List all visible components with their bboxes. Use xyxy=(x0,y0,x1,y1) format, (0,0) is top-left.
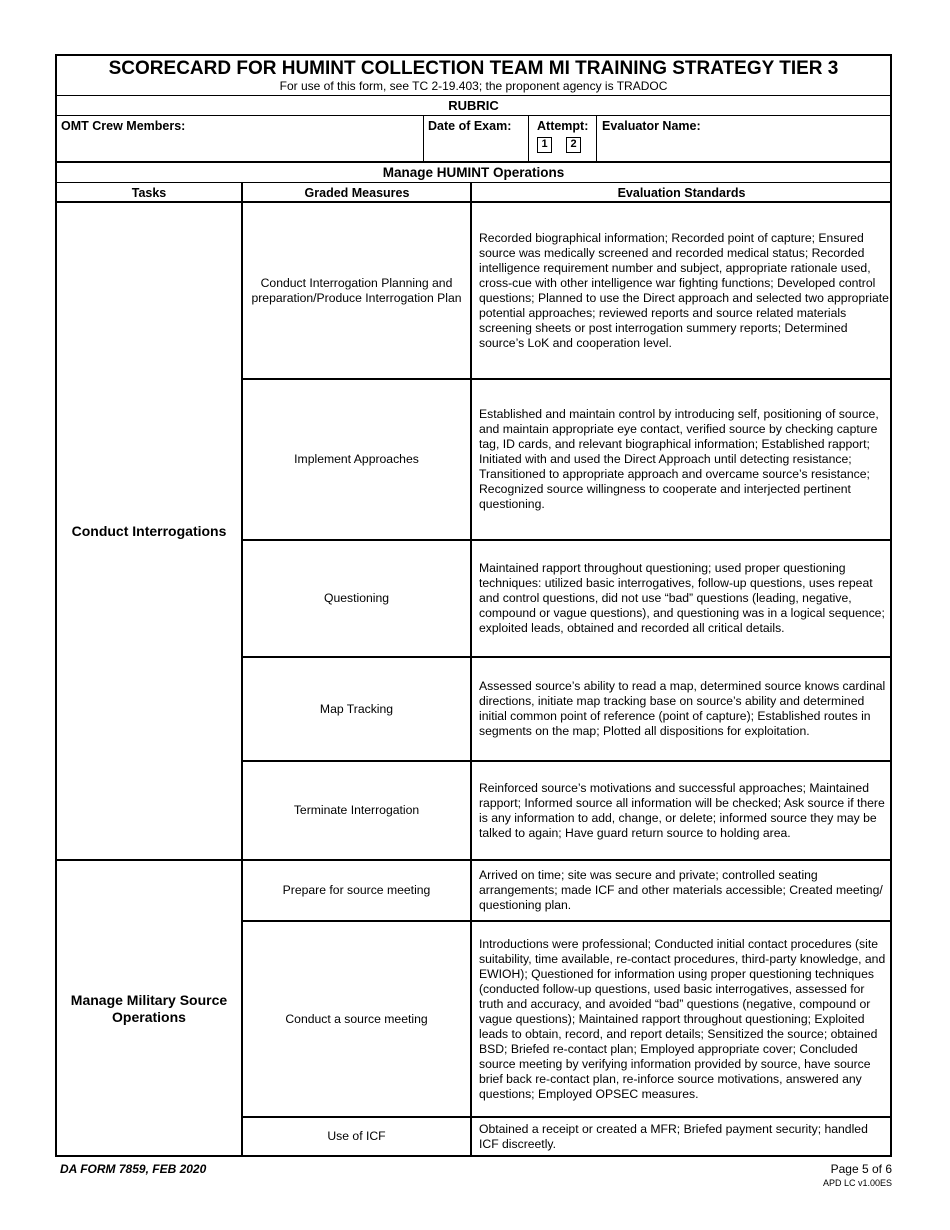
divider xyxy=(596,115,597,161)
column-divider xyxy=(470,183,472,1157)
date-of-exam-label: Date of Exam: xyxy=(428,119,512,133)
attempt-1-checkbox[interactable]: 1 xyxy=(537,137,552,153)
attempt-2-checkbox[interactable]: 2 xyxy=(566,137,581,153)
divider xyxy=(528,115,529,161)
form-subtitle: For use of this form, see TC 2-19.403; the proponent agency is TRADOC xyxy=(279,79,668,93)
page-number: Page 5 of 6 xyxy=(830,1162,892,1176)
rubric-heading: RUBRIC xyxy=(448,98,499,113)
divider xyxy=(57,95,890,96)
divider xyxy=(57,115,890,116)
standard-map-tracking: Assessed source’s ability to read a map, determined source knows cardinal directions, initiate map tracking base on source’s ability and determined initial common point of reference (point of capture); Established routes in segments on the map; Plotted all dispositions for exploitation. xyxy=(479,679,886,738)
standard-interrogation-planning: Recorded biographical information; Recorded point of capture; Ensured source was medically screened and recorded medical status; Recorded intelligence requirement number and subject, appropriate rationale used, cross-cue with other intelligence war fighting functions; Developed control questions; Planned to use the Direct approach and selected two appropriate potential approaches; reviewed reports and source related materials screening sheets or post interrogation summery reports; Determined source’s LoK and cooperation level. xyxy=(479,231,889,350)
standard-questioning: Maintained rapport throughout questioning; used proper questioning techniques: utilized basic interrogatives, follow-up questions, uses repeat and control questions, did not use “bad” questions (leading, negative, compound or vague questions), and questioning was in a logical sequence; exploited leads, obtained and recorded all critical details. xyxy=(479,561,885,635)
measure-prepare-source-meeting: Prepare for source meeting xyxy=(282,883,431,897)
form-number: DA FORM 7859, FEB 2020 xyxy=(60,1162,207,1176)
task-manage-military-source-operations: Manage Military Source Operations xyxy=(70,991,228,1025)
version-label: APD LC v1.00ES xyxy=(822,1178,892,1188)
standard-terminate-interrogation: Reinforced source’s motivations and successful approaches; Maintained rapport; Informed source all information will be checked; Ask source if there is any information to add, change, or delete; informed source they may be talked to again; Have guard return source to holding area. xyxy=(479,780,885,840)
column-header-evaluation-standards: Evaluation Standards xyxy=(617,186,746,200)
divider xyxy=(423,115,424,161)
measure-map-tracking: Map Tracking xyxy=(319,701,394,716)
measure-implement-approaches: Implement Approaches xyxy=(294,452,419,466)
divider xyxy=(57,201,890,203)
standard-use-of-icf: Obtained a receipt or created a MFR; Briefed payment security; handled ICF discreetly. xyxy=(479,1121,868,1151)
form-title: SCORECARD FOR HUMINT COLLECTION TEAM MI TRAINING STRATEGY TIER 3 xyxy=(108,58,839,79)
crew-members-label: OMT Crew Members: xyxy=(61,119,186,133)
standard-implement-approaches: Established and maintain control by introducing self, positioning of source, and maintain appropriate eye contact, verified source by checking capture tag, ID cards, and relevant biographical information; Established rapport; Initiated with and used the Direct Approach until detecting resistance; Transitioned to appropriate approach and overcame source’s resistance; Recognized source willingness to cooperate and interjected pertinent questioning. xyxy=(479,407,879,511)
measure-terminate-interrogation: Terminate Interrogation xyxy=(293,803,420,817)
column-header-tasks: Tasks xyxy=(131,186,167,200)
section-title: Manage HUMINT Operations xyxy=(382,165,565,180)
task-conduct-interrogations: Conduct Interrogations xyxy=(71,523,227,539)
divider xyxy=(57,182,890,183)
column-header-graded-measures: Graded Measures xyxy=(304,186,410,200)
standard-prepare-source-meeting: Arrived on time; site was secure and private; controlled seating arrangements; made ICF and other materials accessible; Created meeting/ questioning plan. xyxy=(479,868,883,912)
measure-questioning: Questioning xyxy=(323,591,390,605)
evaluator-name-label: Evaluator Name: xyxy=(602,119,701,133)
measure-conduct-source-meeting: Conduct a source meeting xyxy=(285,1011,428,1026)
measure-interrogation-planning: Conduct Interrogation Planning and preparation/Produce Interrogation Plan xyxy=(251,276,462,305)
attempt-label: Attempt: xyxy=(537,119,589,133)
divider xyxy=(57,161,890,163)
standard-conduct-source-meeting: Introductions were professional; Conducted initial contact procedures (site suitability, time available, re-contact procedures, third-party knowledge, and EWIOH); Questioned for information using proper questioning techniques (conducted follow-up questions, used basic interrogatives, assessed for truth and accuracy, and avoided “bad” questions (negative, compound or vague questions); Maintained rapport throughout questioning; Exploited leads to obtain, record, and report details; Sensitized the source; obtained BSD; Briefed re-contact plan; Employed appropriate cover; Concluded source meeting by verifying information provided by source, have source brief back re-contact plan, re-inforce source motivations, answered any questions; Employed OPSEC measures. xyxy=(479,936,886,1101)
measure-use-of-icf: Use of ICF xyxy=(327,1129,386,1143)
